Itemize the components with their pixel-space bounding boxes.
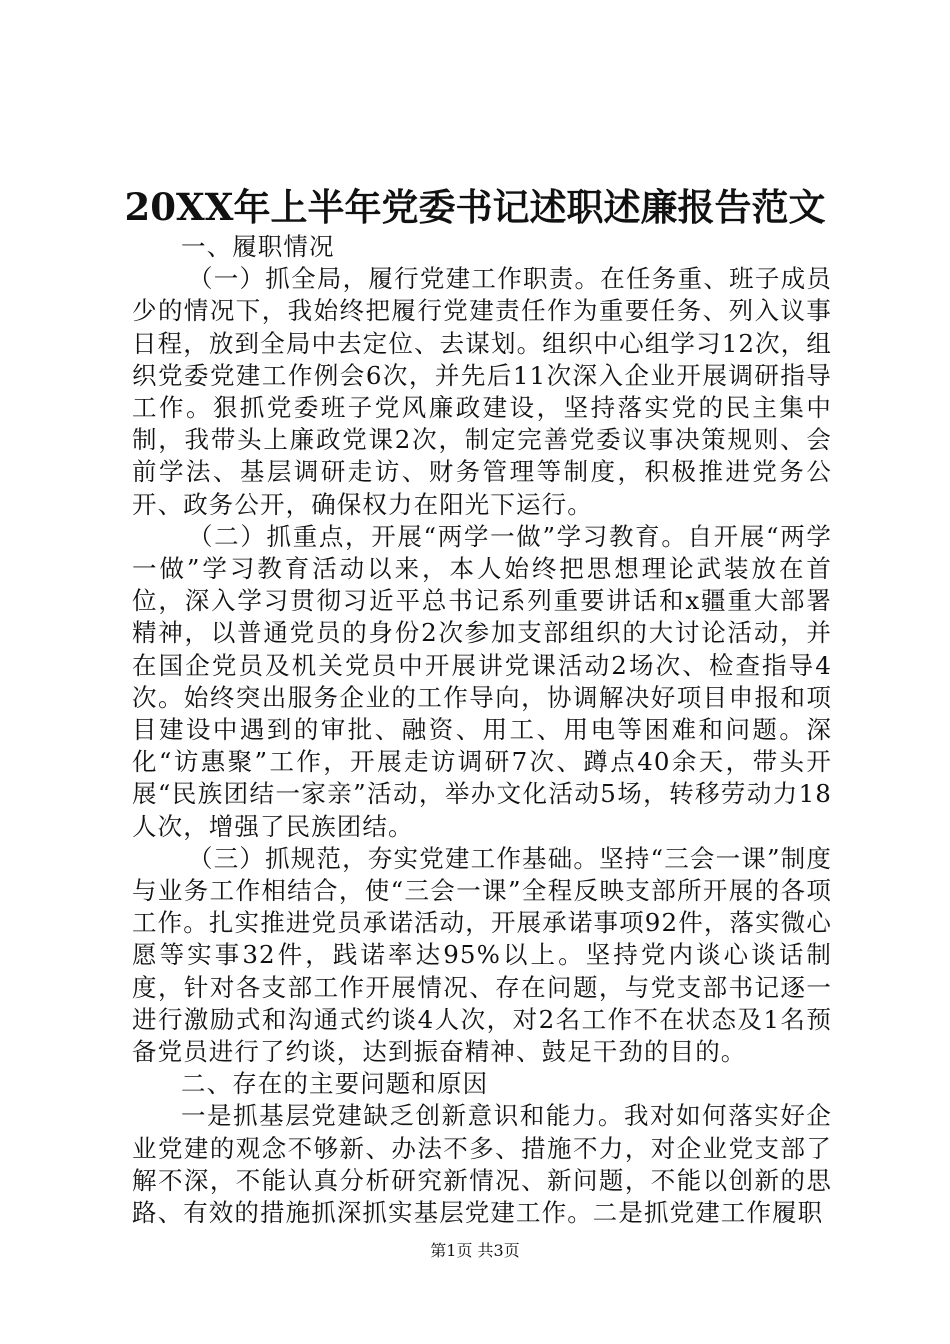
paragraph-problems-details: 一是抓基层党建缺乏创新意识和能力。我对如何落实好企业党建的观念不够新、办法不多、措施不力，对企业党支部了解不深，不能认真分析研究新情况、新问题，不能以创新的思路、有效的措施抓深抓实基层党建工作。二是抓党建工作履职 (132, 1101, 832, 1228)
paragraph-two-studies-one-action: （二）抓重点，开展“两学一做”学习教育。自开展“两学一做”学习教育活动以来，本人始终把思想理论武装放在首位，深入学习贯彻习近平总书记系列重要讲话和x疆重大部署精神，以普通党员的身份2次参加支部组织的大讨论活动，并在国企党员及机关党员中开展讲党课活动2场次、检查指导4次。始终突出服务企业的工作导向，协调解决好项目申报和项目建设中遇到的审批、融资、用工、用电等困难和问题。深化“访惠聚”工作，开展走访调研7次、蹲点40余天，带头开展“民族团结一家亲”活动，举办文化活动5场，转移劳动力18人次，增强了民族团结。 (132, 521, 832, 841)
document-title: 20XX年上半年党委书记述职述廉报告范文 (124, 185, 826, 229)
section-heading-performance: 一、履职情况 (181, 232, 335, 261)
paragraph-overall-responsibility: （一）抓全局，履行党建工作职责。在任务重、班子成员少的情况下，我始终把履行党建责任作为重要任务、列入议事日程，放到全局中去定位、去谋划。组织中心组学习12次，组织党委党建工作例会6次，并先后11次深入企业开展调研指导工作。狠抓党委班子党风廉政建设，坚持落实党的民主集中制，我带头上廉政党课2次，制定完善党委议事决策规则、会前学法、基层调研走访、财务管理等制度，积极推进党务公开、政务公开，确保权力在阳光下运行。 (132, 264, 832, 519)
paragraph-standardization: （三）抓规范，夯实党建工作基础。坚持“三会一课”制度与业务工作相结合，使“三会一课”全程反映支部所开展的各项工作。扎实推进党员承诺活动，开展承诺事项92件，落实微心愿等实事32件，践诺率达95%以上。坚持党内谈心谈话制度，针对各支部工作开展情况、存在问题，与党支部书记逐一进行激励式和沟通式约谈4人次，对2名工作不在状态及1名预备党员进行了约谈，达到振奋精神、鼓足干劲的目的。 (132, 843, 832, 1067)
document-body (132, 231, 832, 1229)
section-heading-problems: 二、存在的主要问题和原因 (181, 1069, 489, 1099)
page-number: 第1页 共3页 (430, 1241, 520, 1260)
